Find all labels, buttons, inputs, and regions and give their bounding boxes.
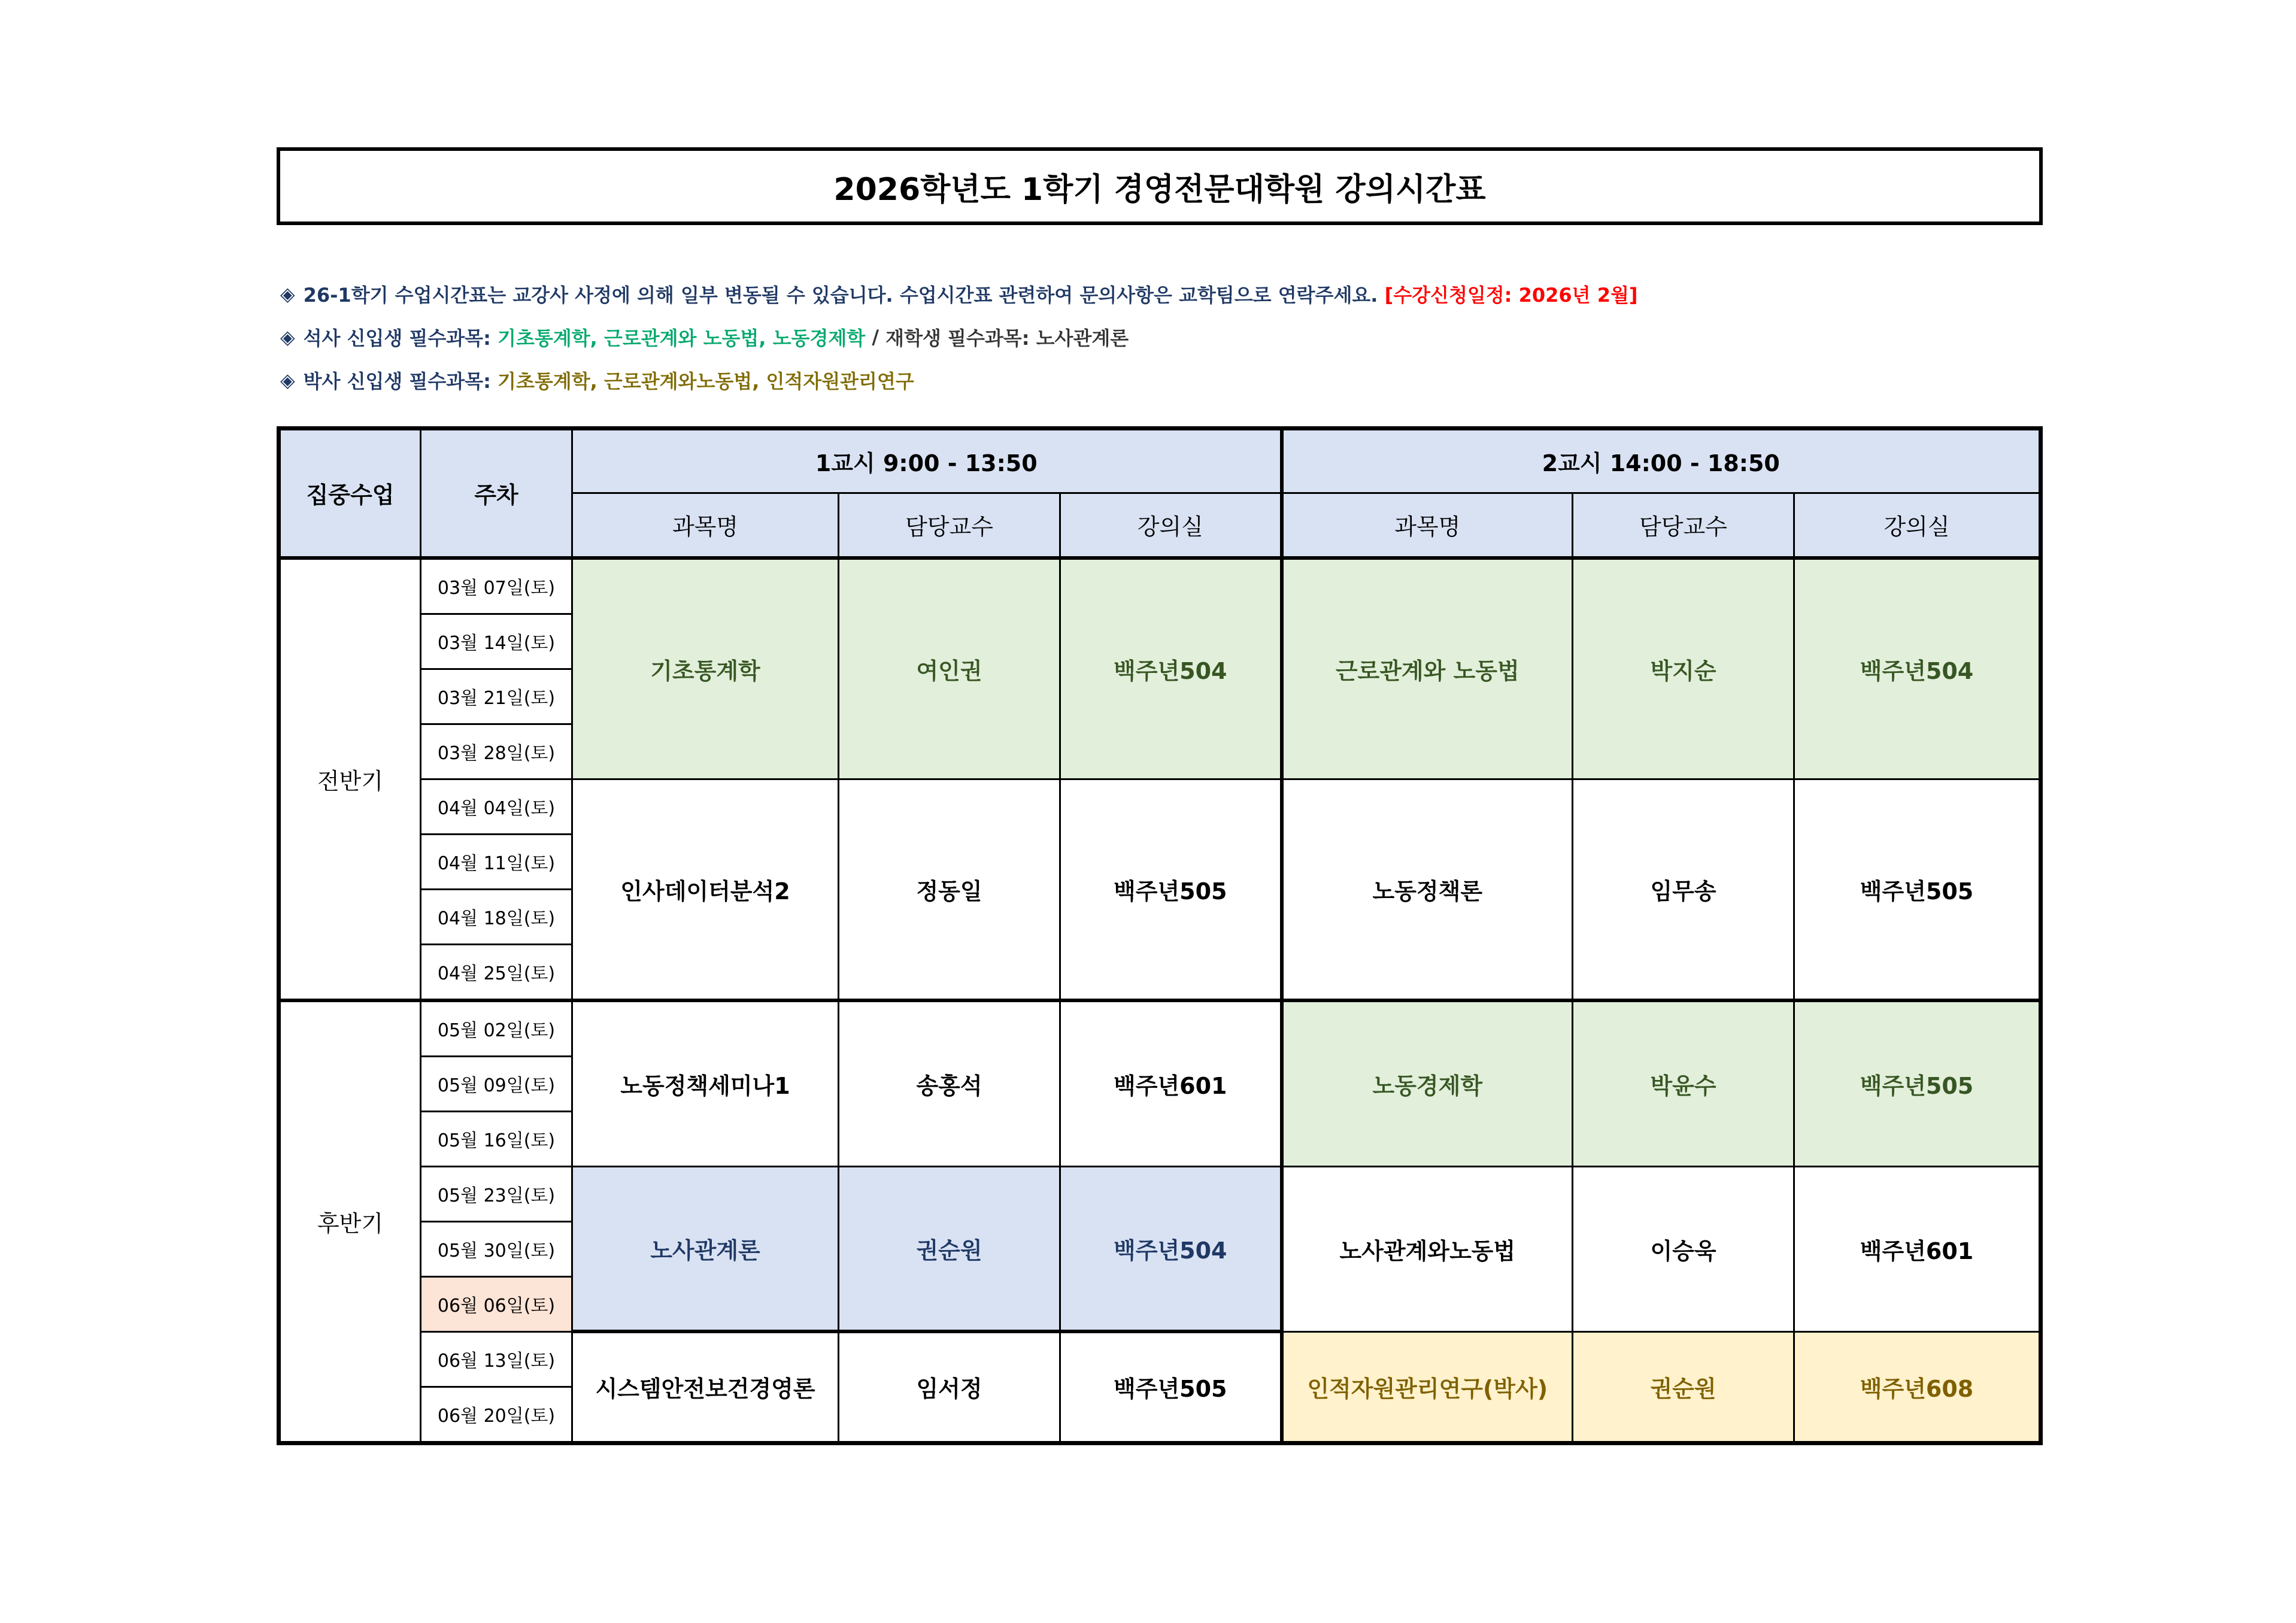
diamond-bullet-icon: ◈ [280,326,295,348]
week-cell-holiday: 06월 06일(토) [421,1276,572,1331]
p1-prof-cell: 정동일 [839,779,1060,1000]
p2-prof-cell: 권순원 [1573,1331,1794,1443]
header-intensive: 집중수업 [279,429,421,558]
week-cell: 03월 14일(토) [421,614,572,669]
p2-course-cell: 인적자원관리연구(박사) [1282,1331,1573,1443]
week-cell: 03월 28일(토) [421,724,572,779]
diamond-bullet-icon: ◈ [280,369,295,392]
registration-schedule: [수강신청일정: 2026년 2월] [1384,284,1638,307]
week-cell: 04월 25일(토) [421,944,572,1000]
notice-2 [280,316,2046,359]
p1-prof-cell: 권순원 [839,1166,1060,1331]
p2-course-cell: 근로관계와 노동법 [1282,558,1573,779]
week-cell: 05월 02일(토) [421,1000,572,1057]
p1-course-cell: 기초통계학 [572,558,839,779]
p1-course-cell: 시스템안전보건경영론 [572,1331,839,1443]
p1-room-cell: 백주년504 [1060,558,1282,779]
p2-room-cell: 백주년505 [1794,779,2041,1000]
header-prof-1: 담당교수 [839,493,1060,558]
week-cell: 03월 21일(토) [421,669,572,724]
diamond-bullet-icon: ◈ [280,283,295,305]
p1-room-cell: 백주년504 [1060,1166,1282,1331]
week-cell: 05월 09일(토) [421,1056,572,1111]
week-cell: 06월 20일(토) [421,1387,572,1443]
half-first: 전반기 [279,558,421,1000]
week-cell: 05월 16일(토) [421,1111,572,1166]
enrolled-required-label: 재학생 필수과목: [885,327,1030,350]
p2-prof-cell: 박윤수 [1573,1000,1794,1167]
p2-course-cell: 노동정책론 [1282,779,1573,1000]
header-prof-2: 담당교수 [1573,493,1794,558]
masters-required-courses: 기초통계학, 근로관계와 노동법, 노동경제학 [498,327,866,350]
notice-3 [280,359,2046,402]
p2-room-cell: 백주년505 [1794,1000,2041,1167]
p2-course-cell: 노사관계와노동법 [1282,1166,1573,1331]
page-title: 2026학년도 1학기 경영전문대학원 강의시간표 [833,171,1486,208]
header-course-2: 과목명 [1282,493,1573,558]
p1-course-cell: 노동정책세미나1 [572,1000,839,1167]
masters-required-label: 석사 신입생 필수과목: [303,327,491,350]
week-cell: 06월 13일(토) [421,1331,572,1387]
p2-room-cell: 백주년504 [1794,558,2041,779]
p1-prof-cell: 임서정 [839,1331,1060,1443]
p2-course-cell: 노동경제학 [1282,1000,1573,1167]
week-cell: 04월 11일(토) [421,834,572,889]
separator: / [865,326,886,348]
p1-course-cell: 인사데이터분석2 [572,779,839,1000]
header-course-1: 과목명 [572,493,839,558]
schedule-table [277,426,2043,1445]
header-week: 주차 [421,429,572,558]
notice-list [280,272,2046,402]
week-cell: 03월 07일(토) [421,558,572,614]
header-period-1: 1교시 9:00 - 13:50 [572,429,1282,493]
p1-room-cell: 백주년505 [1060,779,1282,1000]
p2-prof-cell: 임무송 [1573,779,1794,1000]
notice-1-text: 26-1학기 수업시간표는 교강사 사정에 의해 일부 변동될 수 있습니다. 수업시간표 관련하여 문의사항은 교학팀으로 연락주세요. [303,284,1378,307]
half-second: 후반기 [279,1000,421,1443]
notice-1 [280,272,2046,316]
header-period-2: 2교시 14:00 - 18:50 [1282,429,2041,493]
p2-room-cell: 백주년608 [1794,1331,2041,1443]
week-cell: 05월 23일(토) [421,1166,572,1221]
title-box [277,147,2043,225]
week-cell: 04월 04일(토) [421,779,572,834]
p1-room-cell: 백주년601 [1060,1000,1282,1167]
header-room-1: 강의실 [1060,493,1282,558]
enrolled-required-courses: 노사관계론 [1036,327,1129,350]
p1-course-cell: 노사관계론 [572,1166,839,1331]
phd-required-label: 박사 신입생 필수과목: [303,370,491,393]
p2-prof-cell: 박지순 [1573,558,1794,779]
p1-prof-cell: 송홍석 [839,1000,1060,1167]
phd-required-courses: 기초통계학, 근로관계와노동법, 인적자원관리연구 [498,370,914,393]
header-room-2: 강의실 [1794,493,2041,558]
week-cell: 05월 30일(토) [421,1221,572,1276]
p2-prof-cell: 이승욱 [1573,1166,1794,1331]
week-cell: 04월 18일(토) [421,889,572,944]
p1-room-cell: 백주년505 [1060,1331,1282,1443]
p2-room-cell: 백주년601 [1794,1166,2041,1331]
p1-prof-cell: 여인권 [839,558,1060,779]
